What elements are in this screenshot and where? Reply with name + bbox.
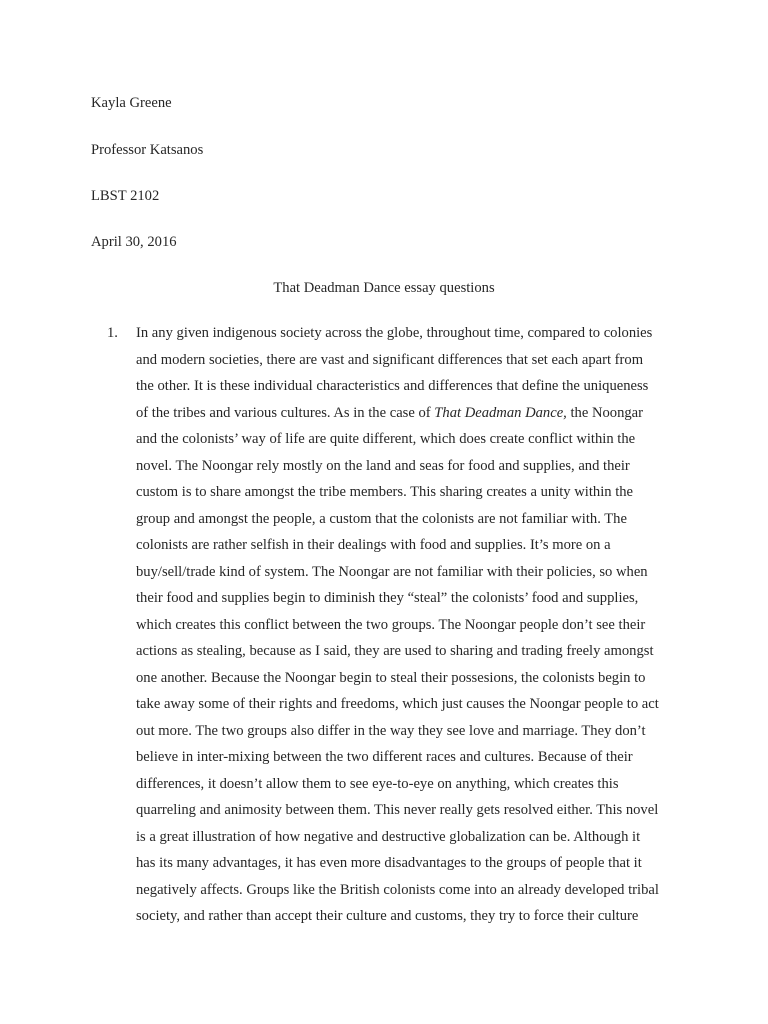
paragraph-line: their food and supplies begin to diminish they “steal” the colonists’ food and supplies, [136,590,639,606]
paragraph-line: colonists are rather selfish in their dealings with food and supplies. It’s more on a [136,537,611,553]
list-item-number: 1. [107,325,118,341]
line-text: of the tribes and various cultures. As in the case of [136,404,435,421]
paragraph-line: and the colonists’ way of life are quite different, which does create conflict within the [136,431,636,447]
paragraph-line: society, and rather than accept their culture and customs, they try to force their culture [136,908,639,924]
paragraph-line: which creates this conflict between the two groups. The Noongar people don’t see their [136,616,646,633]
paragraph-line: believe in inter-mixing between the two different races and cultures. Because of their [136,749,633,765]
paragraph-line: quarreling and animosity between them. This never really gets resolved either. This novel [136,802,659,818]
paragraph-line: actions as stealing, because as I said, they are used to sharing and trading freely amongst [136,643,654,659]
professor-name: Professor Katsanos [91,142,204,158]
paragraph-line: negatively affects. Groups like the British colonists come into an already developed tribal [136,881,659,898]
paragraph-line: group and amongst the people, a custom that the colonists are not familiar with. The [136,510,627,527]
paragraph-line: has its many advantages, it has even more disadvantages to the groups of people that it [136,855,642,871]
author-name: Kayla Greene [91,95,172,111]
paragraph-line: one another. Because the Noongar begin to steal their possesions, the colonists begin to [136,669,646,686]
document-title: That Deadman Dance essay questions [273,280,495,296]
paragraph-line: custom is to share amongst the tribe members. This sharing creates a unity within the [136,484,634,500]
line-text: the Noongar [566,404,644,421]
paragraph-line [136,402,696,429]
paragraph-line: In any given indigenous society across the globe, throughout time, compared to colonies [136,325,653,341]
course-code: LBST 2102 [91,188,160,204]
paragraph-line: buy/sell/trade kind of system. The Noongar are not familiar with their policies, so when [136,563,648,580]
paragraph-line: out more. The two groups also differ in the way they see love and marriage. They don’t [136,722,646,739]
paragraph-line: the other. It is these individual characteristics and differences that define the uniqueness [136,378,649,394]
essay-paragraph [136,322,696,932]
book-title-italic: That Deadman Dance, [434,404,567,421]
paragraph-line: is a great illustration of how negative and destructive globalization can be. Although it [136,828,641,845]
paragraph-line: differences, it doesn’t allow them to see eye-to-eye on anything, which creates this [136,775,619,792]
date: April 30, 2016 [91,234,177,250]
paragraph-line: novel. The Noongar rely mostly on the land and seas for food and supplies, and their [136,457,630,474]
paragraph-line: take away some of their rights and freedoms, which just causes the Noongar people to act [136,696,659,712]
paragraph-line: and modern societies, there are vast and significant differences that set each apart from [136,351,644,368]
